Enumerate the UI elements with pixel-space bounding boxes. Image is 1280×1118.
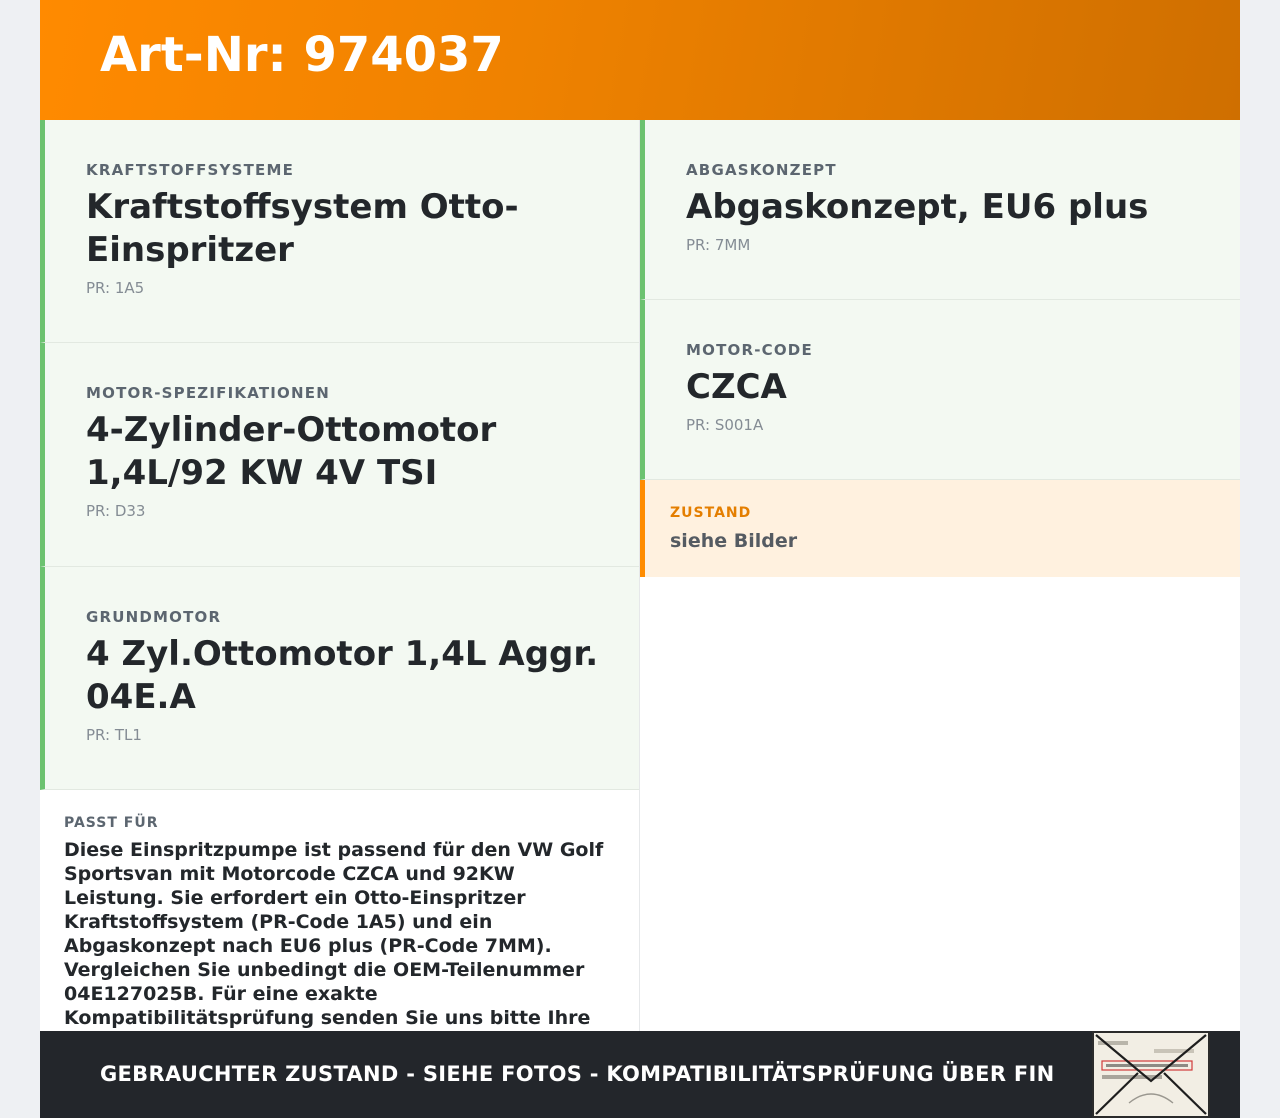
spec-label: ABGASKONZEPT [686, 161, 837, 179]
condition-label: ZUSTAND [670, 505, 752, 521]
spec-label: MOTOR-CODE [686, 341, 813, 359]
article-number-title: Art-Nr: 974037 [100, 27, 504, 83]
spec-card-grundmotor [40, 567, 639, 790]
envelope-image-icon [1094, 1033, 1208, 1116]
condition-box [640, 480, 1240, 577]
left-column [40, 120, 640, 1031]
spec-pr-code: PR: TL1 [86, 726, 142, 744]
spec-pr-code: PR: 1A5 [86, 279, 145, 297]
vehicle-document-thumbnail[interactable] [1092, 1031, 1210, 1118]
product-sheet [40, 0, 1240, 1118]
spec-card-motor-code [640, 300, 1240, 480]
footer-bar [40, 1031, 1240, 1118]
condition-value: siehe Bilder [670, 530, 798, 552]
spec-card-motor-spezifikationen [40, 343, 639, 567]
fits-description: Diese Einspritzpumpe ist passend für den VW Golf Sportsvan mit Motorcode CZCA und 92KW Leistung. Sie erfordert ein Otto-Einspritzer Kraftstoffsystem (PR-Code 1A5) und ein Abgaskonzept nach EU6 plus (PR-Code 7MM). Vergleichen Sie unbedingt die OEM-Teilenummer 04E127025B. Für eine exakte Kompatibilitätsprüfung senden Sie uns bitte Ihre [64, 839, 604, 1029]
fits-label: PASST FÜR [64, 815, 159, 831]
spec-value: Abgaskonzept, EU6 plus [686, 187, 1149, 227]
spec-value: CZCA [686, 367, 787, 407]
header-bar [40, 0, 1240, 120]
spec-card-kraftstoffsysteme [40, 120, 639, 343]
spec-value: Kraftstoffsystem Otto-Einspritzer [86, 187, 519, 270]
right-column [640, 120, 1240, 1031]
spec-label: KRAFTSTOFFSYSTEME [86, 161, 295, 179]
fits-section [40, 790, 639, 1054]
spec-value: 4 Zyl.Ottomotor 1,4L Aggr. 04E.A [86, 634, 599, 717]
spec-pr-code: PR: S001A [686, 416, 764, 434]
spec-card-abgaskonzept [640, 120, 1240, 300]
spec-value: 4-Zylinder-Ottomotor 1,4L/92 KW 4V TSI [86, 410, 497, 493]
spec-label: MOTOR-SPEZIFIKATIONEN [86, 384, 330, 402]
spec-label: GRUNDMOTOR [86, 608, 222, 626]
footer-notice: GEBRAUCHTER ZUSTAND - SIEHE FOTOS - KOMPATIBILITÄTSPRÜFUNG ÜBER FIN [100, 1062, 1055, 1086]
spec-pr-code: PR: 7MM [686, 236, 751, 254]
spec-pr-code: PR: D33 [86, 502, 146, 520]
